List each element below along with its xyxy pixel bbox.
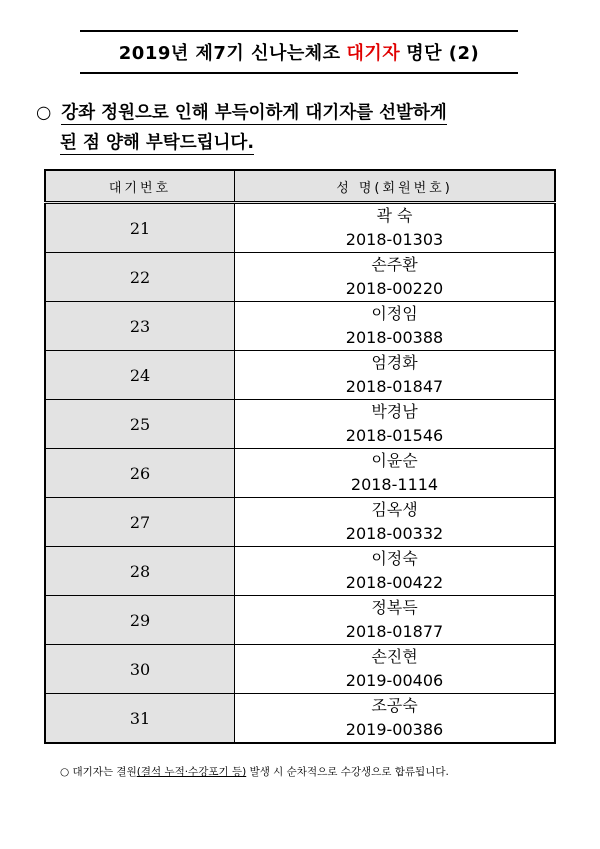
member-name: 엄경화	[371, 353, 418, 372]
member-id: 2018-01877	[345, 622, 444, 641]
table-row	[45, 253, 555, 302]
document-title	[80, 30, 518, 74]
table-row	[45, 596, 555, 645]
member-name: 이정숙	[371, 549, 418, 568]
footnote-text-underlined: (결석 누적·수강포기 등)	[136, 766, 247, 778]
table-header-row	[45, 170, 555, 203]
member-cell	[235, 498, 556, 547]
table-row	[45, 400, 555, 449]
wait-number-cell: 31	[45, 694, 235, 744]
footnote-text-after: 발생 시 순차적으로 수강생으로 합류됩니다.	[249, 766, 449, 778]
wait-number-cell: 25	[45, 400, 235, 449]
member-name: 곽 숙	[376, 206, 413, 225]
wait-number-cell: 22	[45, 253, 235, 302]
member-cell	[235, 449, 556, 498]
footnote-text-before: 대기자는 결원	[72, 766, 137, 778]
member-cell	[235, 694, 556, 744]
wait-number-cell: 28	[45, 547, 235, 596]
member-name: 조공숙	[371, 696, 418, 715]
member-cell	[235, 203, 556, 253]
table-row	[45, 302, 555, 351]
wait-number-cell: 24	[45, 351, 235, 400]
footnote-bullet-icon: ○	[60, 766, 70, 778]
member-id: 2018-01546	[345, 426, 444, 445]
notice-line-2	[36, 128, 576, 158]
member-cell	[235, 547, 556, 596]
member-cell	[235, 302, 556, 351]
wait-number-cell: 23	[45, 302, 235, 351]
table-row	[45, 203, 555, 253]
member-name: 이정임	[371, 304, 418, 323]
member-name: 정복득	[371, 598, 418, 617]
notice-line-2-text: 된 점 양해 부탁드립니다.	[60, 133, 254, 153]
header-member: 성 명(회원번호)	[235, 170, 556, 203]
member-id: 2018-00422	[345, 573, 444, 592]
notice-message	[36, 98, 576, 158]
table-row	[45, 694, 555, 744]
member-id: 2019-00386	[345, 720, 444, 739]
table-row	[45, 449, 555, 498]
member-id: 2019-00406	[345, 671, 444, 690]
member-cell	[235, 645, 556, 694]
title-prefix: 2019년 제7기 신나는체조	[118, 43, 341, 64]
wait-number-cell: 29	[45, 596, 235, 645]
member-id: 2018-00332	[345, 524, 444, 543]
member-id: 2018-1114	[350, 475, 439, 494]
header-wait-number: 대기번호	[45, 170, 235, 203]
member-id: 2018-00220	[345, 279, 444, 298]
title-suffix: 명단 (2)	[406, 43, 480, 64]
table-body	[45, 203, 555, 744]
table-row	[45, 498, 555, 547]
table-row	[45, 351, 555, 400]
footnote	[60, 764, 449, 779]
wait-number-cell: 26	[45, 449, 235, 498]
member-name: 이윤순	[371, 451, 418, 470]
member-cell	[235, 596, 556, 645]
member-name: 박경남	[371, 402, 418, 421]
member-cell	[235, 253, 556, 302]
member-id: 2018-01303	[345, 230, 444, 249]
notice-bullet-icon: ○	[36, 103, 52, 123]
member-name: 손진현	[371, 647, 418, 666]
title-highlight: 대기자	[346, 43, 401, 64]
member-cell	[235, 400, 556, 449]
member-id: 2018-00388	[345, 328, 444, 347]
member-id: 2018-01847	[345, 377, 444, 396]
member-name: 손주환	[371, 255, 418, 274]
wait-number-cell: 30	[45, 645, 235, 694]
wait-number-cell: 21	[45, 203, 235, 253]
table-row	[45, 645, 555, 694]
notice-line-1-text: 강좌 정원으로 인해 부득이하게 대기자를 선발하게	[61, 103, 447, 123]
waitlist-table	[44, 169, 556, 744]
member-name: 김옥생	[371, 500, 418, 519]
notice-line-1	[36, 98, 576, 128]
member-cell	[235, 351, 556, 400]
wait-number-cell: 27	[45, 498, 235, 547]
table-row	[45, 547, 555, 596]
